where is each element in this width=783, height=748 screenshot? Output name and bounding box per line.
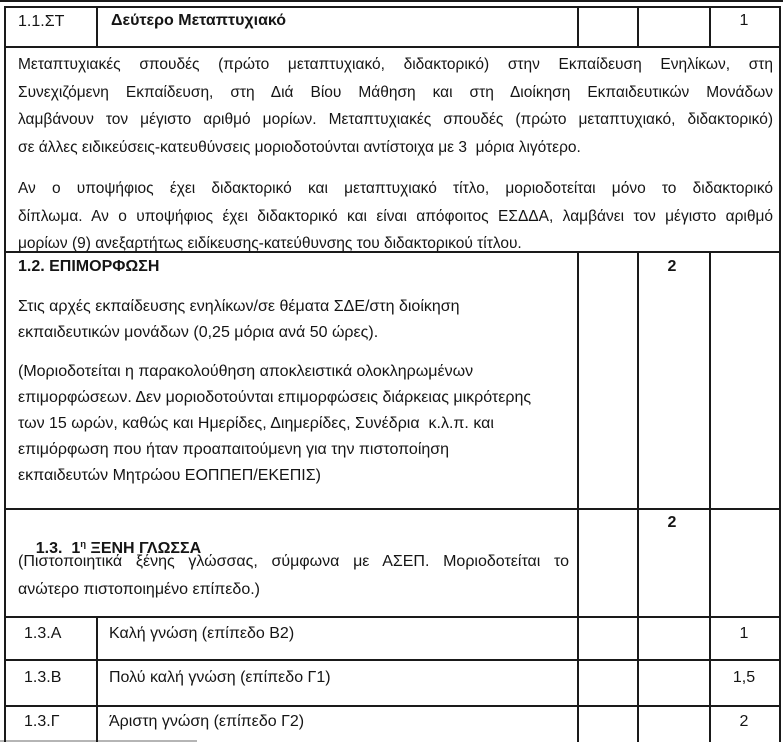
points-value: 2 bbox=[667, 258, 677, 275]
text-line: (Μοριοδοτείται η παρακολούθηση αποκλειστικά ολοκληρωμένων bbox=[18, 363, 474, 380]
row-border bbox=[4, 46, 781, 48]
section-title-prefix: 1.3. 1 bbox=[35, 540, 81, 557]
text-line: λαμβάνουν τον μέγιστο αριθμό μορίων. Μεταπτυχιακές σπουδές (πρώτο μεταπτυχιακό, διδακτορικό) bbox=[18, 111, 773, 128]
masters-paragraph-1 bbox=[18, 51, 773, 161]
row-label: Άριστη γνώση (επίπεδο Γ2) bbox=[109, 713, 305, 730]
row-code: 1.3.Β bbox=[24, 669, 62, 686]
text-line: σε άλλες ειδικεύσεις-κατευθύνσεις μοριοδοτούνται αντίστοιχα με 3 μόρια λιγότερο. bbox=[18, 138, 581, 156]
col-border-mid bbox=[637, 6, 639, 46]
epimorfosi-note bbox=[18, 359, 563, 489]
row-title: Δεύτερο Μεταπτυχιακό bbox=[111, 12, 287, 29]
section-title: 1.2. ΕΠΙΜΟΡΦΩΣΗ bbox=[18, 258, 160, 275]
section-title-rest: ΞΕΝΗ ΓΛΩΣΣΑ bbox=[86, 540, 202, 557]
text-line: των 15 ωρών, καθώς και Ημερίδες, Διημερίδες, Συνέδρια κ.λ.π. και bbox=[18, 415, 494, 432]
ordinal-superscript: η bbox=[80, 539, 87, 550]
previous-row-border bbox=[0, 0, 783, 2]
epimorfosi-intro bbox=[18, 294, 563, 346]
row-code: 1.1.ΣΤ bbox=[18, 13, 65, 30]
col-border-code bbox=[96, 616, 98, 742]
text-line: Μεταπτυχιακές σπουδές (πρώτο μεταπτυχιακό, διδακτορικό) στην Εκπαίδευση Ενηλίκων, στη bbox=[18, 56, 773, 73]
text-line: Στις αρχές εκπαίδευσης ενηλίκων/σε θέματα ΣΔΕ/στη διοίκηση bbox=[18, 298, 460, 315]
foreign-language-note bbox=[18, 548, 569, 604]
text-line: εκπαιδευτικών μονάδων (0,25 μόρια ανά 50 ώρες). bbox=[18, 324, 379, 341]
text-line: δίπλωμα. Αν ο υποψήφιος έχει διδακτορικό και είναι απόφοιτος ΕΣΔΔΑ, λαμβάνει τον μέγιστο αριθμό bbox=[18, 207, 773, 225]
text-line: μορίων (9) ανεξαρτήτως ειδίκευσης-κατεύθυνσης του διδακτορικού τίτλου. bbox=[18, 235, 522, 252]
points-value: 1 bbox=[739, 12, 749, 29]
points-value: 1,5 bbox=[732, 669, 756, 686]
row-border bbox=[4, 705, 781, 707]
text-line: (Πιστοποιητικά ξένης γλώσσας, σύμφωνα με ΑΣΕΠ. Μοριοδοτείται το bbox=[18, 553, 569, 570]
text-line: επιμόρφωση που ήταν προαπαιτούμενη για την πιστοποίηση bbox=[18, 441, 450, 458]
row-code: 1.3.Α bbox=[24, 625, 62, 642]
row-label: Πολύ καλή γνώση (επίπεδο Γ1) bbox=[109, 669, 331, 686]
text-line: Αν ο υποψήφιος έχει διδακτορικό και μεταπτυχιακό τίτλο, μοριοδοτείται μόνο το διδακτορικό bbox=[18, 180, 773, 197]
text-line: επιμορφώσεων. Δεν μοριοδοτούνται επιμορφώσεις διάρκειας μικρότερης bbox=[18, 389, 532, 406]
text-line: ανώτερο πιστοποιημένο επίπεδο.) bbox=[18, 581, 260, 598]
col-border-code bbox=[96, 6, 98, 46]
row-border bbox=[4, 508, 781, 510]
masters-paragraph-2 bbox=[18, 175, 773, 258]
points-value: 1 bbox=[739, 625, 749, 642]
table-border-top bbox=[4, 6, 781, 8]
row-border bbox=[4, 616, 781, 618]
col-border-desc bbox=[577, 6, 579, 46]
col-border-mid bbox=[637, 251, 639, 742]
text-line: Συνεχιζόμενη Εκπαίδευση, στη Διά Βίου Μάθηση και στη Διοίκηση Εκπαιδευτικών Μονάδων bbox=[18, 83, 773, 101]
points-value: 2 bbox=[739, 713, 749, 730]
points-value: 2 bbox=[667, 514, 677, 531]
text-line: εκπαιδευτών Μητρώου ΕΟΠΠΕΠ/ΕΚΕΠΙΣ) bbox=[18, 467, 321, 484]
row-border bbox=[4, 659, 781, 661]
col-border-desc bbox=[577, 251, 579, 742]
table-border-right bbox=[779, 6, 781, 742]
table-border-left bbox=[4, 6, 6, 742]
row-code: 1.3.Γ bbox=[24, 713, 60, 730]
row-label: Καλή γνώση (επίπεδο Β2) bbox=[109, 625, 295, 642]
cutoff-bottom-border bbox=[0, 740, 197, 742]
